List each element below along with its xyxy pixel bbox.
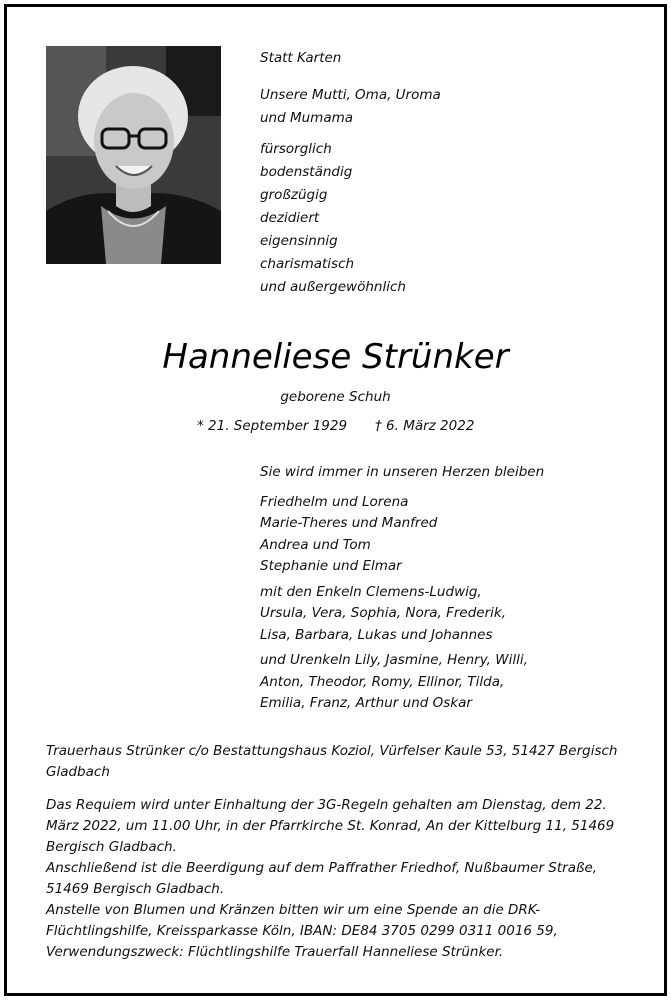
trait: großzügig (260, 187, 328, 203)
grandchildren-line: Lisa, Barbara, Lukas und Johannes (260, 626, 493, 643)
deceased-name: Hanneliese Strünker (162, 337, 509, 377)
child-entry: Friedhelm und Lorena (260, 493, 409, 510)
born-name: geborene Schuh (280, 389, 391, 405)
trait: eigensinnig (260, 233, 338, 249)
burial-paragraph: Anschließend ist die Beerdigung auf dem Paffrather Friedhof, Nußbaumer Straße, 51469 Bergisch Gladbach. (46, 860, 598, 897)
great-grandchildren-line: Emilia, Franz, Arthur und Oskar (260, 695, 472, 711)
trait: fürsorglich (260, 141, 332, 157)
address-paragraph: Trauerhaus Strünker c/o Bestattungshaus Koziol, Vürfelser Kaule 53, 51427 Bergisch Gladbach (46, 743, 618, 780)
grandchildren-line: Ursula, Vera, Sophia, Nora, Frederik, (260, 605, 507, 621)
trait: charismatisch (260, 256, 355, 272)
family-block (260, 462, 544, 715)
child-entry: Andrea und Tom (260, 536, 371, 553)
address-text (46, 741, 626, 783)
intro-line-2: und Mumama (260, 110, 354, 126)
child-entry: Marie-Theres und Manfred (260, 515, 438, 531)
grandchildren-line: mit den Enkeln Clemens-Ludwig, (260, 583, 482, 600)
notice-frame (4, 4, 667, 996)
service-info (46, 795, 626, 963)
portrait-photo (46, 46, 221, 264)
great-grandchildren-line: und Urenkeln Lily, Jasmine, Henry, Willi, (260, 652, 528, 668)
intro-block (260, 47, 441, 299)
trait: dezidiert (260, 210, 320, 226)
portrait-image (46, 46, 221, 264)
statt-karten: Statt Karten (260, 50, 342, 66)
donation-paragraph: Anstelle von Blumen und Kränzen bitten wir um eine Spende an die DRK-Flüchtlingshilfe, Kreissparkasse Köln, IBAN: DE84 3705 0299 0311 0016 59, Verwendungszweck: Flüchtlingshilfe Trauerfall Hanneliese Strünker. (46, 902, 558, 960)
great-grandchildren-line: Anton, Theodor, Romy, Ellinor, Tilda, (260, 673, 505, 690)
intro-line-1: Unsere Mutti, Oma, Uroma (260, 87, 441, 103)
birth-date: * 21. September 1929 (197, 418, 348, 434)
motto: Sie wird immer in unseren Herzen bleiben (260, 464, 545, 480)
requiem-paragraph: Das Requiem wird unter Einhaltung der 3G-Regeln gehalten am Dienstag, dem 22. März 2022, um 11.00 Uhr, in der Pfarrkirche St. Konrad, An der Kittelburg 11, 51469 Bergisch Gladbach. (46, 797, 615, 855)
trait: und außergewöhnlich (260, 279, 406, 295)
trait: bodenständig (260, 164, 353, 180)
death-date: † 6. März 2022 (375, 418, 475, 434)
child-entry: Stephanie und Elmar (260, 558, 402, 574)
